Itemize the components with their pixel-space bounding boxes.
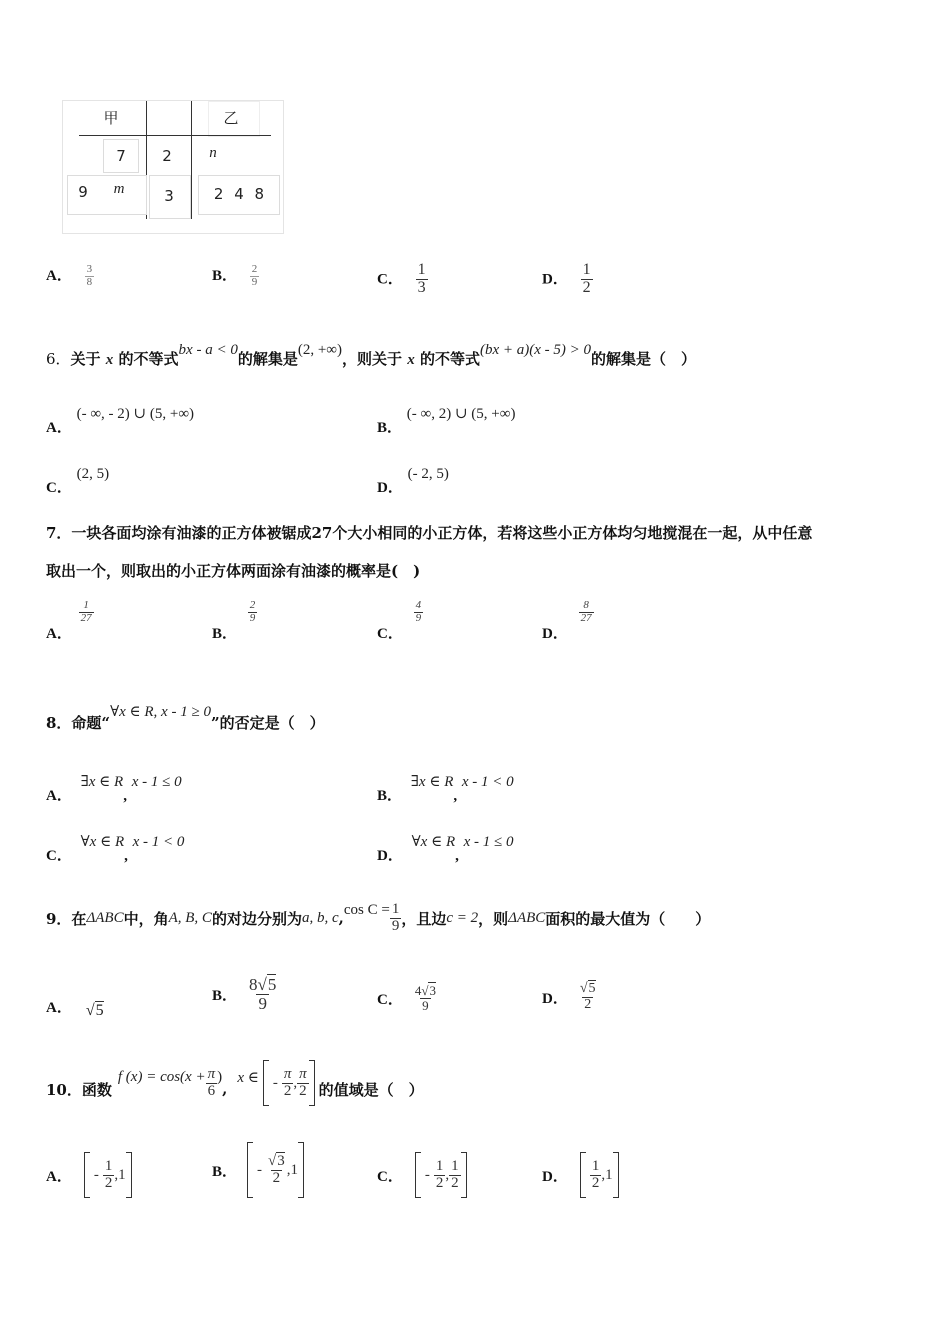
coefficient: 4 [414,983,422,998]
q9-text-5: ，则 [478,909,509,928]
fraction-denominator: 6 [207,1082,216,1099]
option-label: B． [212,626,238,643]
fraction-denominator: 9 [415,611,422,624]
fraction-numerator: 1 [591,1157,600,1174]
fraction-numerator: π [299,1065,307,1082]
fraction-denominator: 2 [104,1174,113,1191]
radicand: 5 [267,975,277,994]
option-fraction [250,264,260,288]
fraction-numerator: 4 [415,599,422,611]
option-label: C． [377,271,403,288]
q10-domain-var: x ∈ [237,1069,259,1086]
q9-option-b[interactable] [212,976,278,1013]
option-expression: x - 1 ≤ 0 [131,774,182,790]
fraction-denominator: 27 [580,611,592,624]
q8-option-c[interactable] [46,830,185,864]
q9-angles: A, B, C [168,909,212,926]
option-label: A． [46,420,72,436]
fraction-denominator: 9 [251,275,258,288]
q7-stem-line2: 取出一个，则取出的小正方体两面涂有油漆的概率是( ) [46,562,421,580]
option-expression: x - 1 ≤ 0 [463,834,514,850]
q6-stem [46,342,697,382]
fraction-denominator: 27 [80,611,92,624]
fraction-numerator: 1 [435,1157,444,1174]
option-interval [247,1142,304,1198]
q7-option-c[interactable] [377,599,423,643]
q9-side-c: c = 2 [446,909,479,926]
option-label: D． [542,626,568,643]
q5-option-b[interactable] [212,264,259,288]
left-bracket [247,1142,253,1198]
row2-left-leaf-b: m [113,181,125,197]
right-bracket [309,1060,315,1106]
q6-text-5: 的不等式 [419,350,480,368]
q10-domain-interval [263,1060,315,1106]
q7-stem-line1: 7．一块各面均涂有油漆的正方体被锯成27个大小相同的小正方体，若将这些小正方体均匀地搅混在一起，从中任意 [46,524,813,542]
option-fraction [416,262,428,297]
q8-tail: ”的否定是（ ） [210,714,325,732]
q6-option-d[interactable] [377,462,449,496]
q10-tail: 的值域是（ ） [318,1080,424,1099]
option-fraction [581,262,593,297]
q6-inequality-2: (bx + a)(x - 5) > 0 [480,342,592,358]
option-label: C． [46,848,72,864]
option-fraction [590,1159,602,1192]
interval-separator: , [445,1166,450,1183]
option-fraction [578,982,598,1012]
interval-rest: ,1 [286,1161,298,1178]
fraction-numerator: 1 [391,900,400,917]
fraction-denominator: 2 [435,1174,444,1191]
option-label: D． [542,271,568,288]
q6-text-6: 的解集是（ ） [591,350,697,368]
fraction-denominator: 8 [86,275,93,288]
fraction-numerator: 4√3 [414,983,436,998]
option-fraction [579,600,594,624]
option-label: A． [46,626,72,643]
q9-text-2: 的对边分别为 [211,909,302,928]
fraction-numerator: π [207,1065,216,1082]
row1-stem: 2 [162,147,172,165]
q9-option-a[interactable] [46,996,104,1017]
option-label: A． [46,1168,72,1185]
option-text: (2, 5) [76,466,110,482]
option-comma: , [455,848,459,864]
option-interval [415,1152,467,1198]
option-comma: , [124,848,128,864]
fraction-denominator: 2 [584,996,592,1012]
q6-number: 6． [46,350,71,368]
option-fraction-2 [449,1159,461,1192]
q6-text-2: 的不等式 [118,350,179,368]
option-label: B． [212,987,238,1004]
right-bracket [461,1152,467,1198]
pi-over-2 [297,1067,309,1100]
option-text: (- ∞, - 2) ∪ (5, +∞) [76,406,195,422]
q8-number: 8．命题“ [46,714,111,732]
stem-divider-right [191,101,192,219]
interval-rest: ,1 [114,1166,126,1183]
fraction-denominator: 9 [422,997,429,1013]
fraction-numerator: 3 [86,263,93,275]
option-fraction [79,600,94,624]
q9-triangle-1: ΔABC [86,909,124,926]
q9-number: 9．在 [46,909,87,928]
row1-right-leaf: n [209,145,217,161]
q9-triangle-2: ΔABC [508,909,546,926]
q6-option-c[interactable] [46,462,110,496]
option-label: B． [212,268,238,285]
stem-right-label: 乙 [223,109,239,127]
left-bracket [263,1060,269,1106]
stem-left-label: 甲 [103,109,119,127]
row2-stem: 3 [164,187,174,205]
coefficient: 8 [249,975,258,994]
neg-pi-over-2 [282,1067,294,1100]
q9-text-6: 面积的最大值为（ ） [545,909,711,928]
q6-text-1: 关于 [70,350,101,368]
fraction-numerator: 1 [83,599,89,611]
minus-sign: - [424,1166,430,1183]
option-fraction [103,1159,115,1192]
option-comma: , [453,788,458,804]
option-fraction [414,600,424,624]
q10-option-d[interactable] [542,1152,619,1198]
stem-leaf-table [62,100,284,234]
q6-option-a[interactable] [46,402,195,436]
q8-option-b[interactable] [377,770,514,804]
fraction-denominator: 9 [391,917,400,934]
fraction-numerator: √3 [268,1152,285,1169]
option-label: A． [46,268,72,285]
q6-option-b[interactable] [377,402,516,436]
minus-sign: - [272,1074,278,1091]
fraction-numerator: 2 [251,263,258,275]
fraction-denominator: 9 [258,993,267,1013]
q9-cos-fraction [390,902,402,935]
q10-option-c[interactable] [377,1152,467,1198]
fraction-numerator: 2 [249,599,256,611]
interval-rest: ,1 [601,1166,613,1183]
q8-proposition: ∀x ∈ R, x - 1 ≥ 0 [110,704,211,720]
q9-text-1: 中，角 [123,909,169,928]
q7-option-b[interactable] [212,599,257,643]
option-label: C． [377,1168,403,1185]
option-expression: x - 1 < 0 [132,834,185,850]
radicand: 5 [95,1001,104,1019]
q8-option-a[interactable] [46,770,182,804]
option-interval [580,1152,619,1198]
option-label: B． [212,1163,238,1180]
left-bracket [415,1152,421,1198]
fraction-denominator: 2 [272,1169,281,1186]
fraction-numerator: √5 [579,981,596,996]
right-bracket [298,1142,304,1198]
row2-right-leaves: 2 4 8 [213,185,265,203]
option-label: D． [377,848,403,864]
option-text: (- 2, 5) [407,466,449,482]
right-bracket [126,1152,132,1198]
fraction-numerator: 1 [451,1157,459,1174]
q9-text-3: , [338,909,344,927]
q5-option-a[interactable] [46,264,94,288]
q6-text-3: 的解集是 [237,350,298,368]
q10-option-a[interactable] [46,1152,132,1198]
q8-option-d[interactable] [377,830,514,864]
header-rule [79,135,271,136]
option-label: B． [377,788,403,804]
option-comma: , [123,788,127,804]
interval-separator: , [293,1074,298,1091]
radicand: 3 [277,1152,285,1169]
q7-option-a[interactable] [46,599,94,643]
fraction-denominator: 2 [299,1082,307,1099]
option-fraction [85,264,95,288]
q6-inequality-1: bx - a < 0 [178,342,238,358]
q10-option-b[interactable] [212,1142,304,1198]
option-quantifier: ∀x ∈ R [411,834,456,850]
q10-comma: , [222,1080,228,1098]
q10-number: 10．函数 [46,1080,112,1099]
option-fraction [266,1154,287,1187]
row1-left-leaf: 7 [116,147,126,165]
option-quantifier: ∃x ∈ R [80,774,124,790]
option-fraction [247,976,278,1013]
option-quantifier: ∀x ∈ R [80,834,125,850]
q9-option-d[interactable] [542,982,598,1012]
option-label: C． [377,626,403,643]
fraction-numerator: 1 [582,261,591,278]
option-label: C． [46,480,72,496]
q8-stem [46,704,325,746]
radicand: 5 [588,981,596,996]
right-label-box [208,101,260,137]
fraction-denominator: 9 [249,611,256,624]
fraction-numerator: 8√5 [249,975,277,994]
q7-option-d[interactable] [542,599,594,643]
option-label: D． [542,1168,568,1185]
q6-solution-set: (2, +∞) [297,342,342,358]
fraction-denominator: 2 [591,1174,600,1191]
option-sqrt: √5 [85,1001,104,1019]
fraction-denominator: 3 [417,278,426,296]
radicand: 3 [429,983,436,998]
q10-stem [46,1058,424,1108]
option-label: B． [377,420,403,436]
q6-var-x2: x [407,352,415,368]
row2-left-leaf-a: 9 [78,183,88,201]
fraction-numerator: 1 [104,1157,113,1174]
q10-pi-over-6 [206,1067,218,1100]
option-text: (- ∞, 2) ∪ (5, +∞) [406,406,516,422]
minus-sign: - [93,1166,99,1183]
q9-sides: a, b, c [301,909,339,926]
q9-stem [46,896,710,940]
option-quantifier: ∃x ∈ R [410,774,454,790]
right-bracket [613,1152,619,1198]
q5-option-d[interactable] [542,262,593,297]
q5-option-c[interactable] [377,262,428,297]
option-label: A． [46,788,72,804]
fraction-numerator: 8 [583,599,589,611]
fraction-denominator: 2 [283,1082,292,1099]
option-fraction [434,1159,446,1192]
fraction-numerator: 1 [417,261,426,278]
option-label: C． [377,991,403,1008]
minus-sign: - [257,1161,263,1178]
left-bracket [84,1152,90,1198]
q9-text-4: ，且边 [401,909,447,928]
q10-close-paren: ) [217,1068,223,1085]
left-bracket [580,1152,586,1198]
q10-function: f (x) = cos(x + [117,1068,206,1085]
option-fraction [248,600,258,624]
q6-var-x1: x [105,352,114,368]
q6-text-4: ，则关于 [342,350,403,368]
q9-cos: cos C = [343,901,390,918]
option-label: A． [46,1000,72,1016]
fraction-denominator: 2 [582,278,591,296]
q9-option-c[interactable] [377,984,438,1012]
option-interval [84,1152,132,1198]
option-label: D． [542,990,568,1007]
option-expression: x - 1 < 0 [461,774,514,790]
fraction-numerator: π [283,1065,292,1082]
option-label: D． [377,480,403,496]
option-fraction [413,984,438,1012]
fraction-denominator: 2 [451,1174,459,1191]
